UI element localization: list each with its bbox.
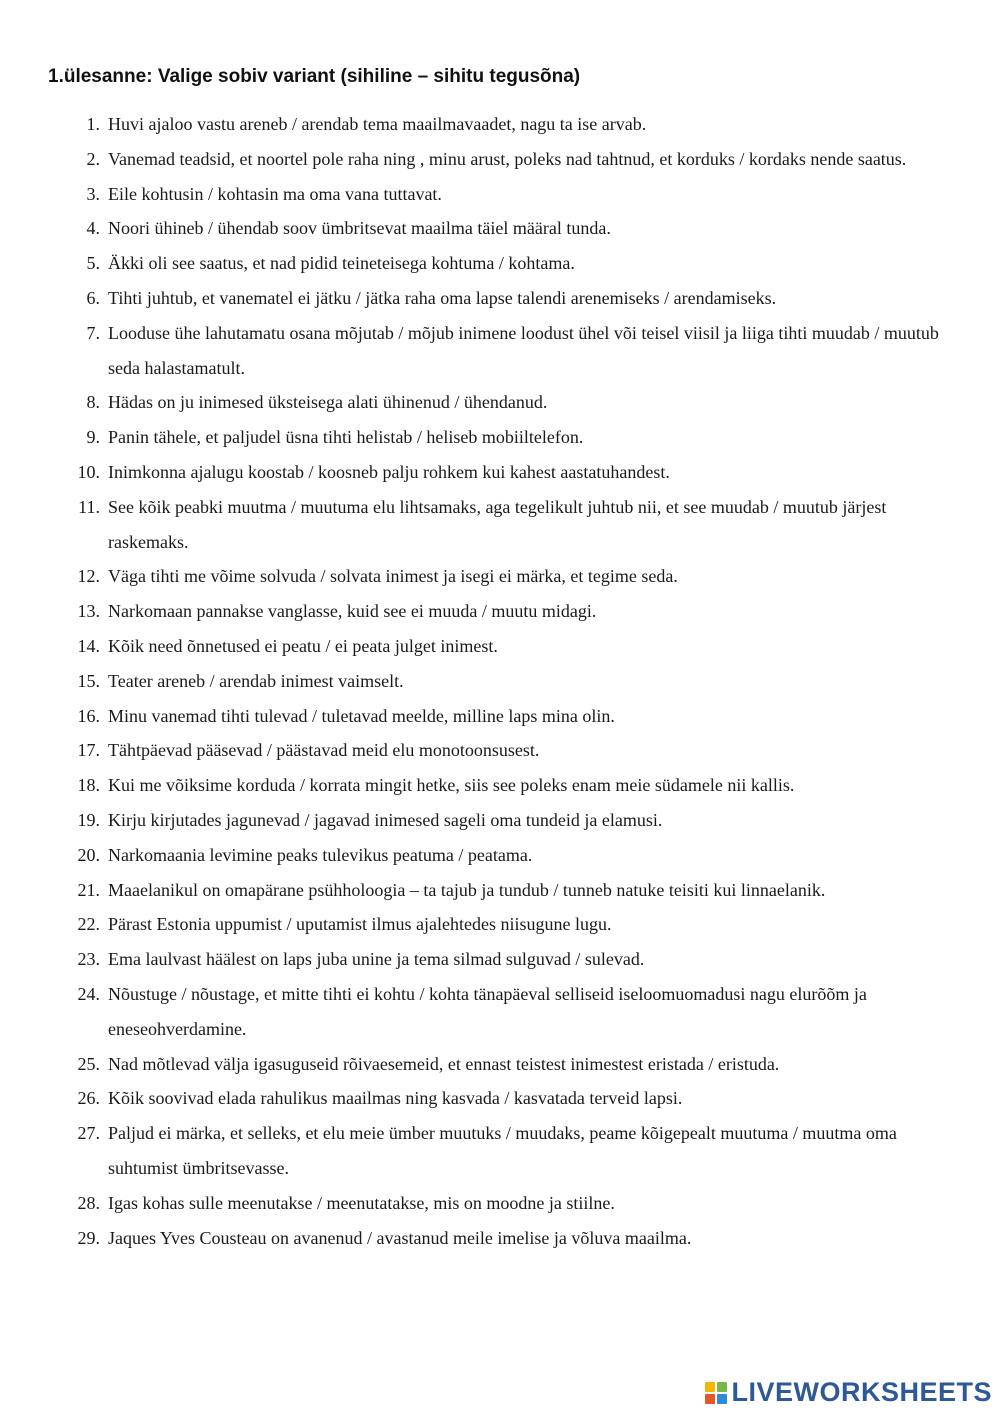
liveworksheets-logo-icon <box>705 1382 727 1404</box>
exercise-item <box>0 873 1000 908</box>
exercise-sentence: Kõik need õnnetused ei peatu / ei peata julget inimest. <box>108 635 498 656</box>
exercise-number: 15. <box>77 670 100 691</box>
exercise-number: 8. <box>86 392 100 413</box>
exercise-item <box>0 1221 1000 1256</box>
exercise-item <box>0 1186 1000 1221</box>
exercise-item <box>0 211 1000 246</box>
exercise-sentence: Kõik soovivad elada rahulikus maailmas ning kasvada / kasvatada terveid lapsi. <box>108 1088 683 1109</box>
exercise-number: 6. <box>86 287 100 308</box>
exercise-item <box>0 1047 1000 1082</box>
exercise-item <box>0 977 1000 1047</box>
exercise-sentence: Tähtpäevad pääsevad / päästavad meid elu monotoonsusest. <box>108 740 540 761</box>
exercise-item <box>0 490 1000 560</box>
exercise-item <box>0 177 1000 212</box>
exercise-number: 18. <box>77 775 100 796</box>
exercise-number: 29. <box>77 1227 100 1248</box>
exercise-number: 12. <box>77 566 100 587</box>
exercise-item <box>0 629 1000 664</box>
exercise-sentence: Eile kohtusin / kohtasin ma oma vana tuttavat. <box>108 183 442 204</box>
exercise-number: 11. <box>78 496 100 517</box>
exercise-sentence: Panin tähele, et paljudel üsna tihti helistab / heliseb mobiiltelefon. <box>108 427 584 448</box>
exercise-number: 17. <box>77 740 100 761</box>
exercise-sentence: Tihti juhtub, et vanematel ei jätku / jätka raha oma lapse talendi arenemiseks / arendamiseks. <box>108 287 777 308</box>
exercise-sentence: Nõustuge / nõustage, et mitte tihti ei kohtu / kohta tänapäeval selliseid iseloomuomadusi nagu elurõõm ja eneseohverdamine. <box>108 983 867 1039</box>
exercise-item <box>0 733 1000 768</box>
exercise-item <box>0 107 1000 142</box>
exercise-number: 7. <box>86 322 100 343</box>
exercise-sentence: See kõik peabki muutma / muutuma elu lihtsamaks, aga tegelikult juhtub nii, et see muudab / muutub järjest raskemaks. <box>108 496 887 552</box>
exercise-sentence: Äkki oli see saatus, et nad pidid teineteisega kohtuma / kohtama. <box>108 253 575 274</box>
exercise-list <box>0 107 1000 1255</box>
exercise-item <box>0 838 1000 873</box>
worksheet-title: 1.ülesanne: Valige sobiv variant (sihiline – sihitu tegusõna) <box>48 66 581 87</box>
exercise-number: 23. <box>77 949 100 970</box>
exercise-sentence: Igas kohas sulle meenutakse / meenutatakse, mis on moodne ja stiilne. <box>108 1192 615 1213</box>
exercise-sentence: Narkomaania levimine peaks tulevikus peatuma / peatama. <box>108 844 533 865</box>
exercise-item <box>0 246 1000 281</box>
exercise-sentence: Kirju kirjutades jagunevad / jagavad inimesed sageli oma tundeid ja elamusi. <box>108 809 663 830</box>
exercise-sentence: Kui me võiksime korduda / korrata mingit hetke, siis see poleks enam meie südamele nii kallis. <box>108 775 795 796</box>
exercise-number: 14. <box>77 635 100 656</box>
exercise-item <box>0 142 1000 177</box>
exercise-sentence: Narkomaan pannakse vanglasse, kuid see ei muuda / muutu midagi. <box>108 601 597 622</box>
exercise-item <box>0 768 1000 803</box>
exercise-item <box>0 803 1000 838</box>
exercise-sentence: Minu vanemad tihti tulevad / tuletavad meelde, milline laps mina olin. <box>108 705 615 726</box>
exercise-sentence: Huvi ajaloo vastu areneb / arendab tema maailmavaadet, nagu ta ise arvab. <box>108 114 647 134</box>
exercise-sentence: Maaelanikul on omapärane psühholoogia – ta tajub ja tundub / tunneb natuke teisiti kui linnaelanik. <box>108 879 826 900</box>
exercise-item <box>0 907 1000 942</box>
exercise-item <box>0 699 1000 734</box>
exercise-number: 16. <box>77 705 100 726</box>
exercise-number: 2. <box>86 148 100 169</box>
exercise-item <box>0 664 1000 699</box>
exercise-item <box>0 281 1000 316</box>
exercise-sentence: Väga tihti me võime solvuda / solvata inimest ja isegi ei märka, et tegime seda. <box>108 566 678 587</box>
exercise-item <box>0 1081 1000 1116</box>
exercise-sentence: Inimkonna ajalugu koostab / koosneb palju rohkem kui kahest aastatuhandest. <box>108 461 670 482</box>
exercise-number: 27. <box>77 1123 100 1144</box>
exercise-number: 24. <box>77 983 100 1004</box>
exercise-number: 9. <box>86 427 100 448</box>
exercise-sentence: Nad mõtlevad välja igasuguseid rõivaesemeid, et ennast teistest inimestest eristada / eristuda. <box>108 1053 780 1074</box>
exercise-sentence: Vanemad teadsid, et noortel pole raha ning , minu arust, poleks nad tahtnud, et korduks / kordaks nende saatus. <box>108 148 907 169</box>
exercise-number: 3. <box>86 183 100 204</box>
exercise-item <box>0 455 1000 490</box>
exercise-number: 5. <box>86 253 100 274</box>
exercise-number: 28. <box>77 1192 100 1213</box>
logo-text: LIVEWORKSHEETS <box>731 1377 992 1407</box>
exercise-sentence: Pärast Estonia uppumist / uputamist ilmus ajalehtedes niisugune lugu. <box>108 914 612 935</box>
exercise-item <box>0 316 1000 386</box>
exercise-number: 21. <box>77 879 100 900</box>
exercise-number: 10. <box>77 461 100 482</box>
exercise-item <box>0 942 1000 977</box>
liveworksheets-logo <box>705 1377 992 1408</box>
exercise-sentence: Jaques Yves Cousteau on avanenud / avastanud meile imelise ja võluva maailma. <box>108 1227 692 1248</box>
exercise-sentence: Ema laulvast häälest on laps juba unine ja tema silmad sulguvad / sulevad. <box>108 949 645 970</box>
exercise-number: 4. <box>86 218 100 239</box>
exercise-item <box>0 594 1000 629</box>
exercise-sentence: Hädas on ju inimesed üksteisega alati ühinenud / ühendanud. <box>108 392 548 413</box>
exercise-item <box>0 559 1000 594</box>
exercise-sentence: Paljud ei märka, et selleks, et elu meie ümber muutuks / muudaks, peame kõigepealt muutuma / muutma oma suhtumist ümbritsevasse. <box>108 1123 897 1178</box>
exercise-number: 25. <box>77 1053 100 1074</box>
exercise-item <box>0 385 1000 420</box>
exercise-number: 13. <box>77 601 100 622</box>
exercise-number: 19. <box>77 809 100 830</box>
exercise-item <box>0 420 1000 455</box>
exercise-number: 20. <box>77 844 100 865</box>
exercise-number: 1. <box>86 114 100 134</box>
exercise-sentence: Looduse ühe lahutamatu osana mõjutab / mõjub inimene loodust ühel või teisel viisil ja liiga tihti muudab / muutub seda halastamatult. <box>108 322 939 378</box>
exercise-sentence: Noori ühineb / ühendab soov ümbritsevat maailma täiel määral tunda. <box>108 218 611 239</box>
exercise-sentence: Teater areneb / arendab inimest vaimselt. <box>108 670 404 691</box>
exercise-number: 22. <box>77 914 100 935</box>
exercise-number: 26. <box>77 1088 100 1109</box>
exercise-item <box>0 1116 1000 1186</box>
